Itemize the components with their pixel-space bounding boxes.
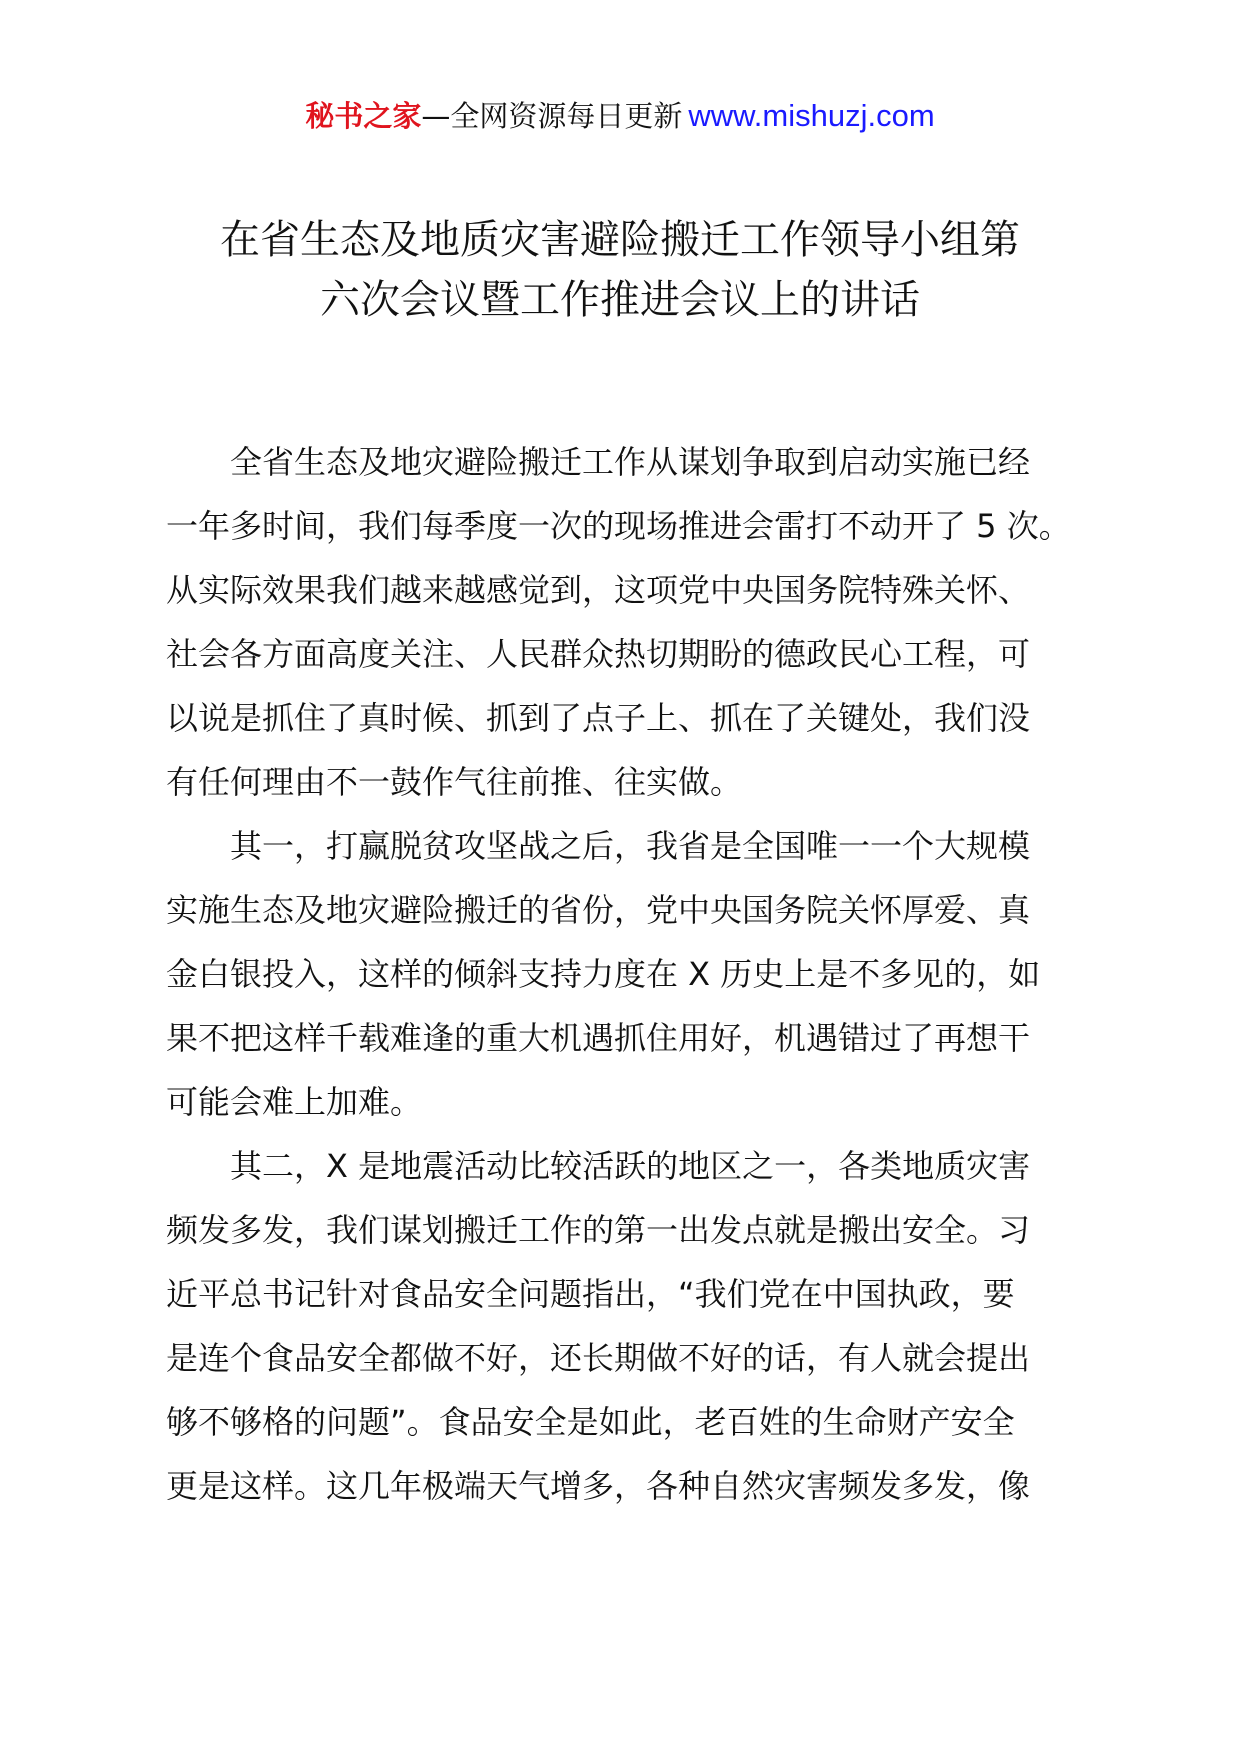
- site-header: [0, 96, 1240, 136]
- header-tagline: —全网资源每日更新: [421, 99, 683, 133]
- paragraph-line: 够不够格的问题”。食品安全是如此，老百姓的生命财产安全: [166, 1403, 1015, 1441]
- site-url-link[interactable]: www.mishuzj.com: [688, 98, 935, 133]
- paragraph: [166, 814, 1076, 1134]
- brand-name: 秘书之家: [305, 99, 422, 133]
- paragraph-line: 可能会难上加难。: [166, 1083, 423, 1121]
- paragraph-line: 金白银投入，这样的倾斜支持力度在 X 历史上是不多见的，如: [166, 955, 1041, 993]
- document-title: [100, 210, 1140, 330]
- document-title-line: 在省生态及地质灾害避险搬迁工作领导小组第: [220, 217, 1020, 263]
- paragraph-line: 全省生态及地灾避险搬迁工作从谋划争取到启动实施已经: [230, 443, 1031, 481]
- paragraph-line: 其一，打赢脱贫攻坚战之后，我省是全国唯一一个大规模: [230, 827, 1031, 865]
- paragraph: [166, 1134, 1076, 1518]
- paragraph-line: 有任何理由不一鼓作气往前推、往实做。: [166, 763, 743, 801]
- paragraph-line: 是连个食品安全都做不好，还长期做不好的话，有人就会提出: [166, 1339, 1031, 1377]
- paragraph-line: 实施生态及地灾避险搬迁的省份，党中央国务院关怀厚爱、真: [166, 891, 1031, 929]
- paragraph-line: 其二，X 是地震活动比较活跃的地区之一，各类地质灾害: [230, 1147, 1031, 1185]
- paragraph-line: 更是这样。这几年极端天气增多，各种自然灾害频发多发，像: [166, 1467, 1031, 1505]
- document-title-line: 六次会议暨工作推进会议上的讲话: [320, 277, 920, 323]
- paragraph-line: 以说是抓住了真时候、抓到了点子上、抓在了关键处，我们没: [166, 699, 1031, 737]
- document-body: [166, 430, 1076, 1518]
- paragraph-line: 近平总书记针对食品安全问题指出，“我们党在中国执政，要: [166, 1275, 1015, 1313]
- paragraph-line: 社会各方面高度关注、人民群众热切期盼的德政民心工程，可: [166, 635, 1031, 673]
- paragraph-line: 一年多时间，我们每季度一次的现场推进会雷打不动开了 5 次。: [166, 507, 1071, 545]
- paragraph-line: 频发多发，我们谋划搬迁工作的第一出发点就是搬出安全。习: [166, 1211, 1031, 1249]
- paragraph: [166, 430, 1076, 814]
- paragraph-line: 果不把这样千载难逢的重大机遇抓住用好，机遇错过了再想干: [166, 1019, 1031, 1057]
- paragraph-line: 从实际效果我们越来越感觉到，这项党中央国务院特殊关怀、: [166, 571, 1031, 609]
